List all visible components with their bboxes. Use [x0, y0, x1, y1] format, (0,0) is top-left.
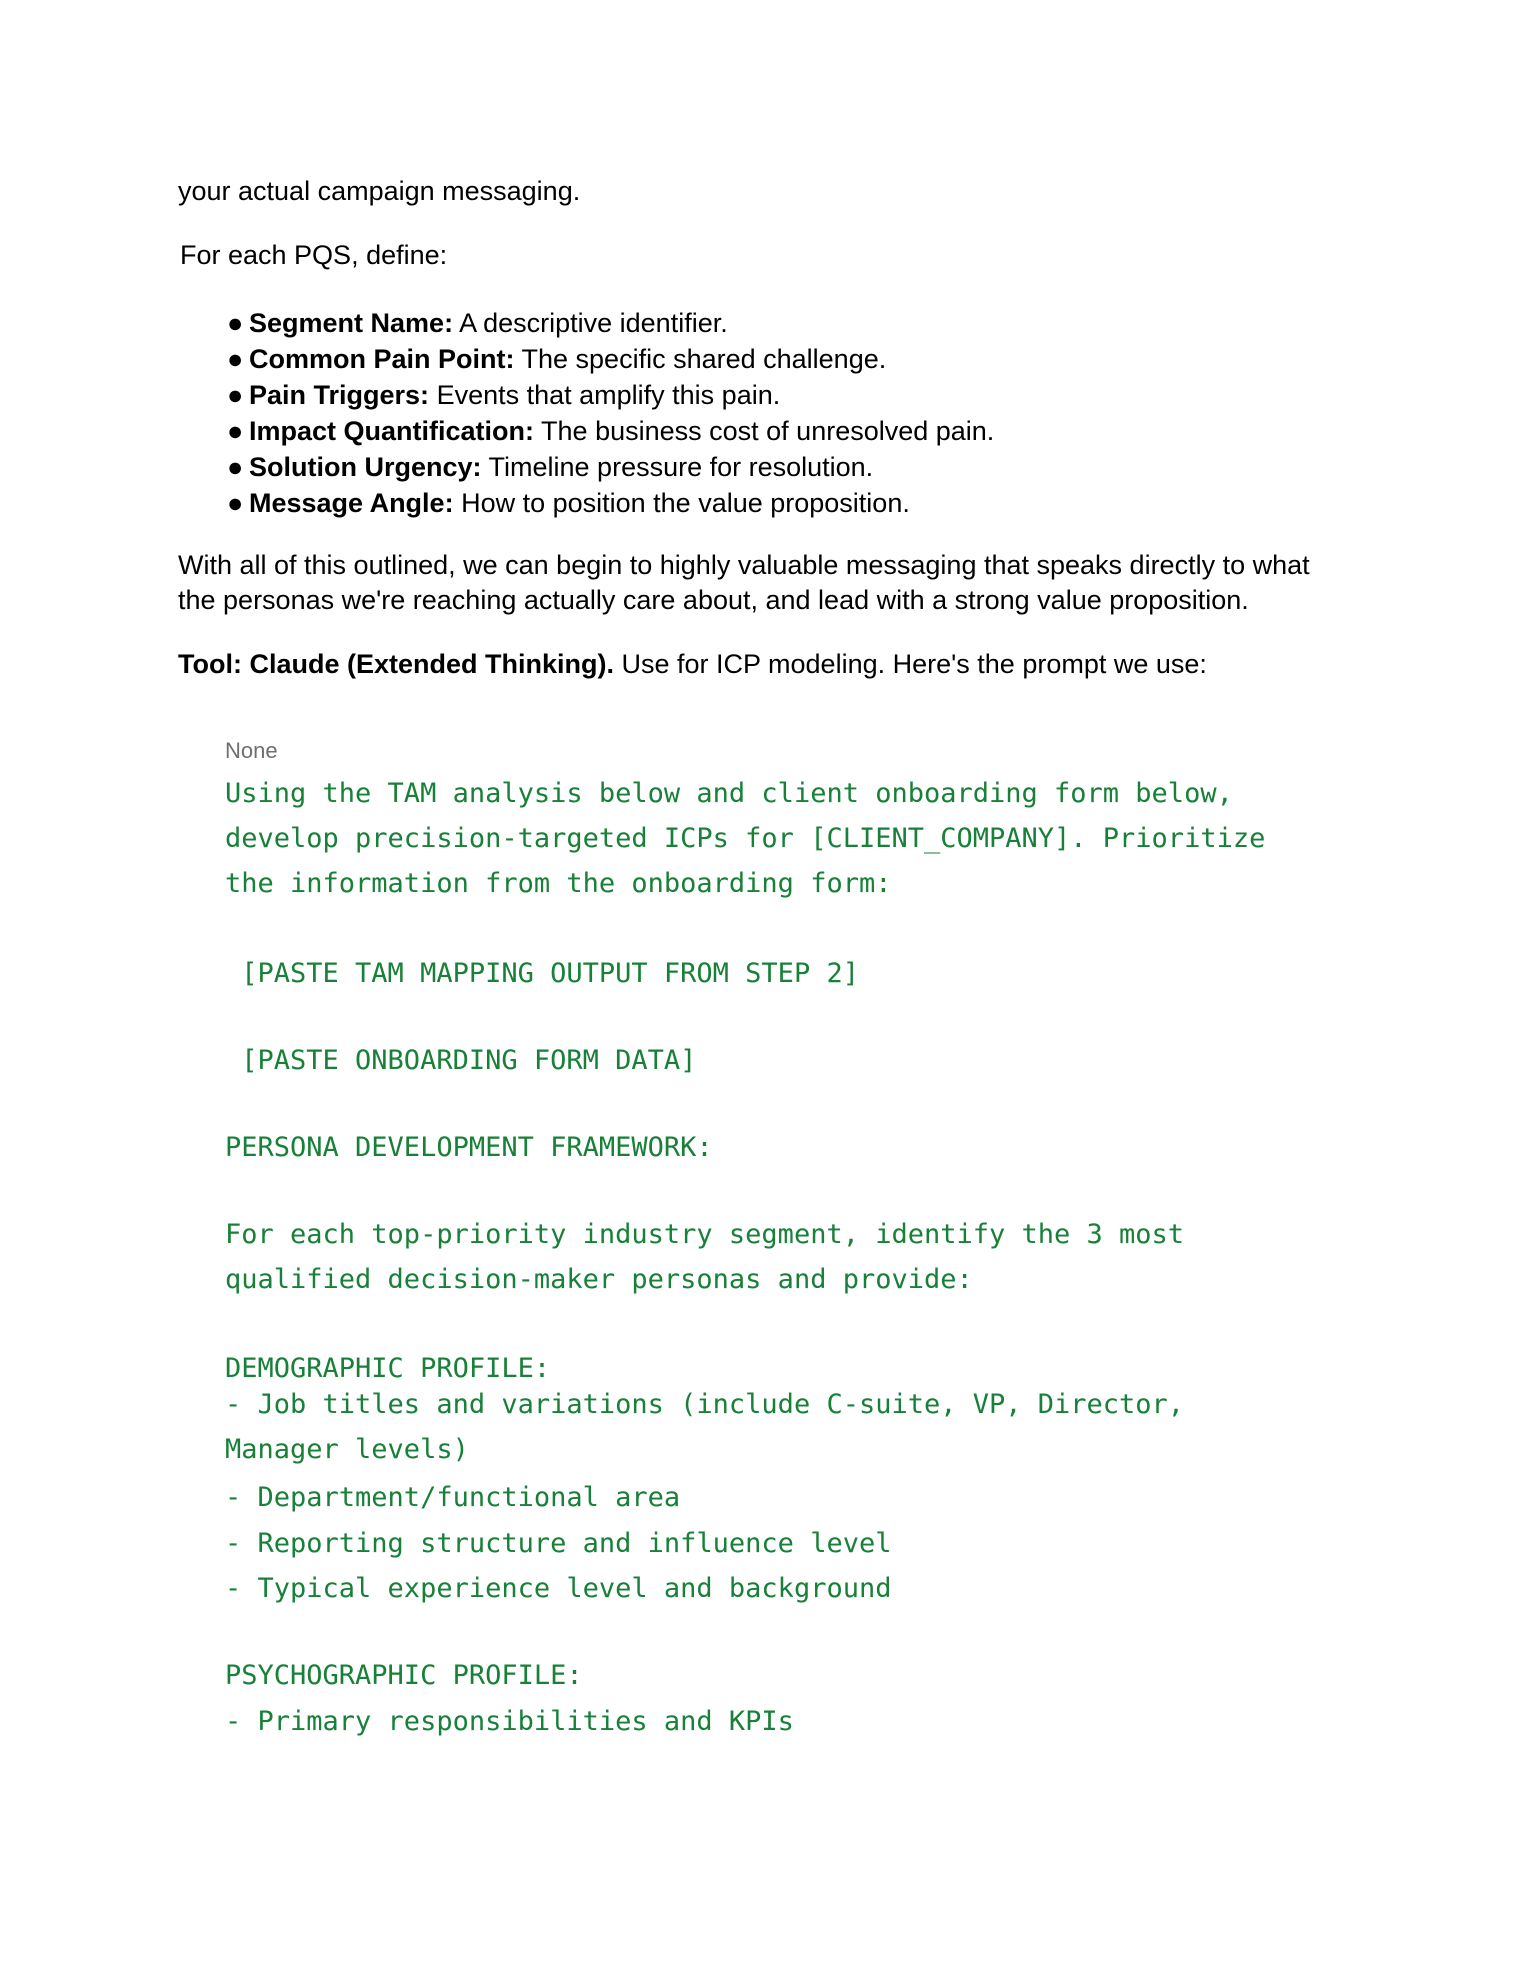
- code-line: Using the TAM analysis below and client onboarding form below,: [225, 778, 1233, 809]
- bullet-icon: ●: [227, 488, 244, 518]
- tool-line-rest: Use for ICP modeling. Here's the prompt we use:: [613, 649, 1207, 679]
- list-item-term: Pain Triggers:: [249, 380, 430, 410]
- bullet-icon: ●: [227, 344, 244, 374]
- code-line: - Job titles and variations (include C-suite, VP, Director,: [225, 1389, 1185, 1420]
- bullet-icon: ●: [227, 452, 244, 482]
- code-line: develop precision-targeted ICPs for [CLIENT_COMPANY]. Prioritize: [225, 823, 1266, 854]
- list-item-desc: Timeline pressure for resolution.: [481, 452, 874, 482]
- summary-line-2: the personas we're reaching actually care about, and lead with a strong value proposition.: [178, 585, 1249, 615]
- tool-line-label: Tool: Claude (Extended Thinking).: [178, 649, 614, 679]
- list-item-term: Solution Urgency:: [249, 452, 482, 482]
- summary-line-1: With all of this outlined, we can begin to highly valuable messaging that speaks directly to what: [178, 550, 1310, 580]
- code-line: - Department/functional area: [225, 1482, 681, 1513]
- list-item-desc: How to position the value proposition.: [453, 488, 910, 518]
- code-line: PSYCHOGRAPHIC PROFILE:: [225, 1660, 583, 1691]
- code-line: - Primary responsibilities and KPIs: [225, 1706, 794, 1737]
- code-line: - Typical experience level and background: [225, 1573, 892, 1604]
- tool-line: [178, 647, 1207, 682]
- list-item-desc: The specific shared challenge.: [514, 344, 887, 374]
- list-item: [227, 485, 994, 521]
- list-item: [227, 449, 994, 485]
- code-line: PERSONA DEVELOPMENT FRAMEWORK:: [225, 1132, 713, 1163]
- code-line: qualified decision-maker personas and provide:: [225, 1264, 973, 1295]
- code-language-label: None: [225, 738, 278, 763]
- list-item-term: Segment Name:: [249, 308, 454, 338]
- code-line: [PASTE ONBOARDING FORM DATA]: [225, 1045, 697, 1076]
- code-line: For each top-priority industry segment, identify the 3 most: [225, 1219, 1185, 1250]
- intro-fragment: your actual campaign messaging.: [178, 176, 581, 206]
- bullet-icon: ●: [227, 308, 244, 338]
- list-item: [227, 413, 994, 449]
- list-item-desc: Events that amplify this pain.: [429, 380, 781, 410]
- code-line: Manager levels): [225, 1434, 469, 1465]
- list-item: [227, 305, 994, 341]
- code-line: [PASTE TAM MAPPING OUTPUT FROM STEP 2]: [225, 958, 859, 989]
- pqs-intro: For each PQS, define:: [180, 240, 448, 270]
- code-line: DEMOGRAPHIC PROFILE:: [225, 1353, 551, 1384]
- list-item: [227, 377, 994, 413]
- list-item-term: Message Angle:: [249, 488, 454, 518]
- list-item-desc: A descriptive identifier.: [453, 308, 728, 338]
- list-item-term: Common Pain Point:: [249, 344, 515, 374]
- list-item-term: Impact Quantification:: [249, 416, 535, 446]
- list-item: [227, 341, 994, 377]
- bullet-icon: ●: [227, 416, 244, 446]
- bullet-icon: ●: [227, 380, 244, 410]
- code-line: - Reporting structure and influence level: [225, 1528, 892, 1559]
- code-line: the information from the onboarding form:: [225, 868, 892, 899]
- pqs-definition-list: [227, 305, 994, 521]
- list-item-desc: The business cost of unresolved pain.: [534, 416, 995, 446]
